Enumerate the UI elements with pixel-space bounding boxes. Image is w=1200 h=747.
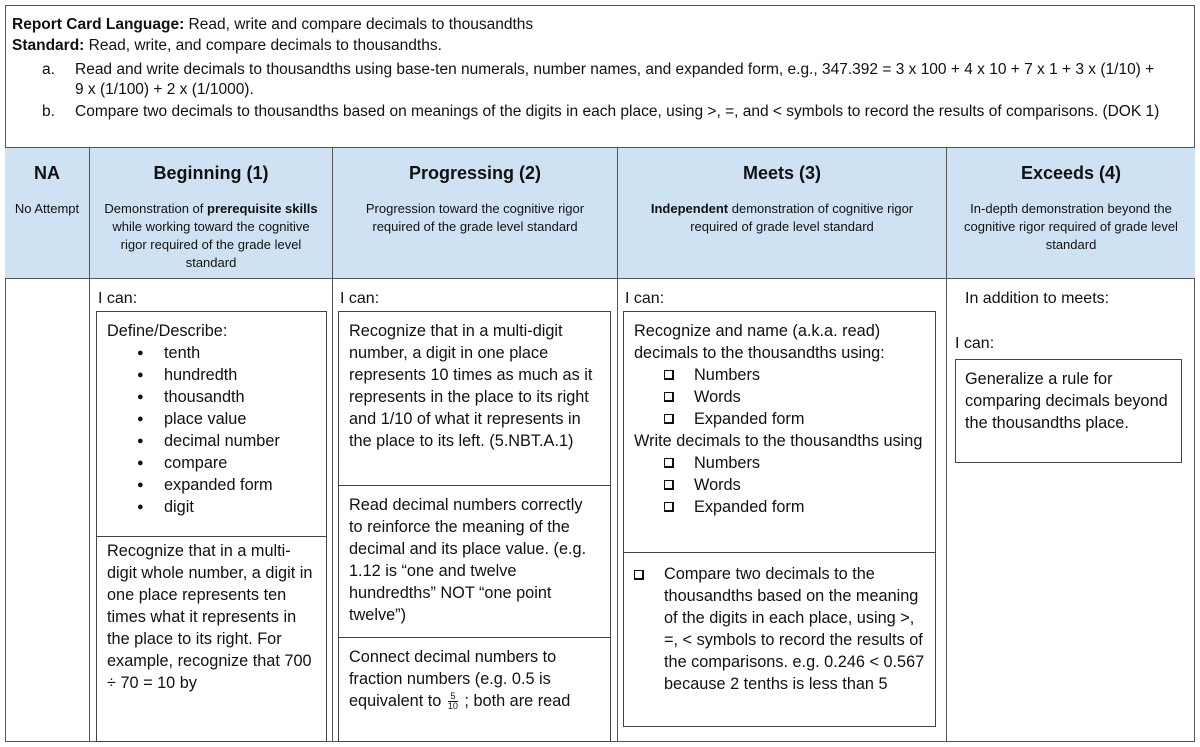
box-text: Recognize that in a multi-digit number, a digit in one place represents 10 times as much as it represents in the place to its right and 1/10 of what it represents in the place to its left. (5.NBT.A.1) [349,322,593,450]
col-desc [100,200,322,272]
vocab-box [96,311,327,537]
checkbox-icon [664,370,674,380]
desc-post: demonstration of cognitive rigor required of grade level standard [690,201,914,234]
col-header-progressing [333,148,618,279]
col-header-na [5,148,90,279]
fraction-denominator: 10 [447,701,458,712]
vocab-item: ● tenth [137,342,316,364]
vocab-item: ● place value [137,408,316,430]
col-body-na [5,279,90,742]
checklist-item [664,408,925,430]
col-title: Meets (3) [742,163,822,183]
checklist-label: Words [694,388,741,406]
checkbox-icon [664,458,674,468]
col-desc: No Attempt [14,201,80,216]
progressing-recognize-box [338,311,611,486]
progressing-connect-box [338,637,611,742]
checklist-label: Words [694,476,741,494]
exceeds-generalize-box [955,359,1182,463]
compare-item [634,563,925,695]
write-intro: Write decimals to the thousandths using [634,432,923,450]
col-header-beginning [90,148,333,279]
box-text: Generalize a rule for comparing decimals beyond the thousandths place. [965,370,1168,432]
box-text: Recognize that in a multi-digit whole number, a digit in one place represents ten times what it represents in the place to its right. For example, recognize that 700 ÷ 70 = 10 by [107,542,313,692]
checkbox-icon [634,570,644,580]
col-desc [628,200,936,236]
col-header-meets [618,148,947,279]
desc-bold: prerequisite skills [207,201,318,216]
col-title: Beginning (1) [153,163,269,183]
checklist-item [664,364,925,386]
define-label: Define/Describe: [107,322,228,340]
checklist-item [664,496,925,518]
connect-text-pre: Connect decimal numbers to fraction numbers (e.g. 0.5 is equivalent to [349,648,557,710]
meets-compare-box [623,552,936,727]
checkbox-icon [664,502,674,512]
item-marker: a. [42,61,55,78]
item-text: Compare two decimals to thousandths based on meanings of the digits in each place, using >, =, and < symbols to record the results of comparisons. (DOK 1) [75,103,1160,120]
vocab-item: ● expanded form [137,474,316,496]
read-intro: Recognize and name (a.k.a. read) decimals to the thousandths using: [634,322,885,362]
col-title: Exceeds (4) [1020,163,1122,183]
col-title: Progressing (2) [408,163,542,183]
standard-header [5,5,1195,148]
col-title: NA [34,163,60,183]
ican-label: I can: [340,290,380,307]
exceeds-intro: In addition to meets: [965,290,1110,307]
desc-post: while working toward the cognitive rigor required of the grade level standard [112,219,310,270]
checkbox-icon [664,414,674,424]
ican-label: I can: [625,290,665,307]
checklist-label: Expanded form [694,410,805,428]
ican-label: I can: [955,335,995,352]
desc-bold: Independent [650,201,729,216]
checklist-label: Numbers [694,454,761,472]
item-marker: b. [42,103,55,120]
col-header-exceeds [947,148,1195,279]
fraction [448,692,458,711]
box-text: Read decimal numbers correctly to reinforce the meaning of the decimal and its place value. (e.g. 1.12 is “one and twelve hundredths” NOT “one point twelve”) [349,496,587,624]
box-text [349,646,600,712]
report-card-language [12,15,533,35]
vocab-item: ● digit [137,496,316,518]
report-label: Report Card Language: [12,16,185,33]
item-text: Read and write decimals to thousandths using base-ten numerals, number names, and expanded form, e.g., 347.392 = 3 x 100 + 4 x 10 + 7 x 1 + 3 x (1/10) + 9 x (1/100) + 2 x (1/1000). [75,61,1155,98]
vocab-item: ● thousandth [137,386,316,408]
meets-read-write-box [623,311,936,553]
col-desc: In-depth demonstration beyond the cognitive rigor required of grade level standard [964,201,1178,252]
fraction-numerator: 5 [448,692,458,702]
checkbox-icon [664,480,674,490]
write-checklist [634,452,925,518]
vocab-item: ● hundredth [137,364,316,386]
checklist-label: Expanded form [694,498,805,516]
read-checklist [634,364,925,430]
compare-text: Compare two decimals to the thousandths based on the meaning of the digits in each place, using >, =, < symbols to record the results of the comparisons. e.g. 0.246 < 0.567 because 2 tenths is less than 5 [664,565,925,693]
progressing-read-box [338,485,611,638]
beginning-recognize-box [96,536,327,742]
checklist-item [664,474,925,496]
checklist-item [664,452,925,474]
standard-line [12,36,442,56]
checkbox-icon [664,392,674,402]
report-text: Read, write and compare decimals to thousandths [188,16,534,33]
vocab-item: ● decimal number [137,430,316,452]
standard-label: Standard: [12,37,85,54]
vocab-list [107,342,316,518]
checklist-label: Numbers [694,366,761,384]
ican-label: I can: [98,290,138,307]
col-desc: Progression toward the cognitive rigor required of the grade level standard [365,201,585,234]
vocab-item: ● compare [137,452,316,474]
desc-pre: Demonstration of [104,201,208,216]
standard-text: Read, write, and compare decimals to thousandths. [88,37,442,54]
checklist-item [664,386,925,408]
connect-text-post: ; both are read [464,692,571,710]
